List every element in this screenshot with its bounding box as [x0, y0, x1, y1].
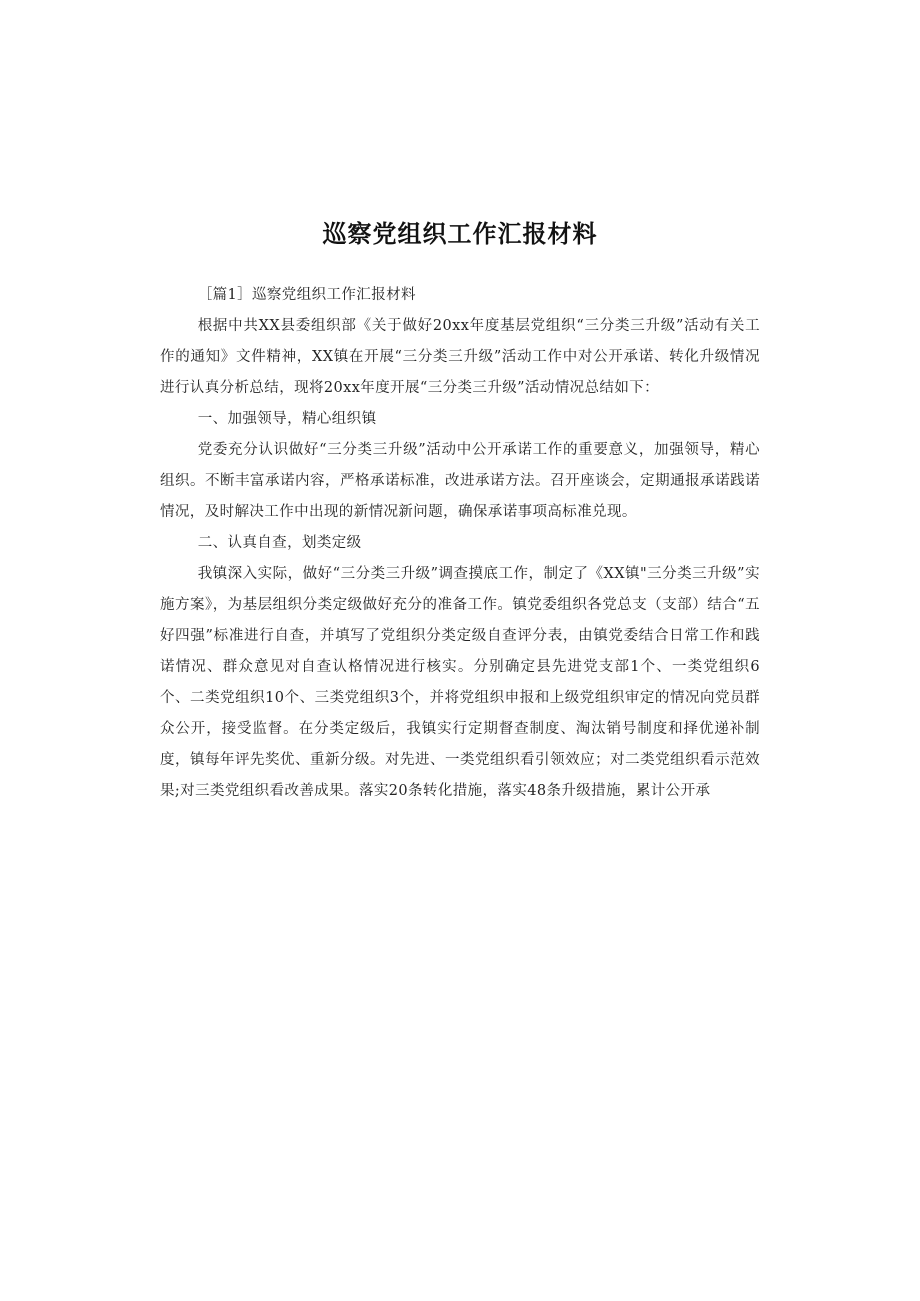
document-title: 巡察党组织工作汇报材料	[322, 220, 598, 248]
paragraph-2: 我镇深入实际，做好“三分类三升级”调查摸底工作，制定了《XX镇"三分类三升级”实施方案》，为基层组织分类定级做好充分的准备工作。镇党委组织各党总支（支部）结合“五好四强”标准进行自查，并填写了党组织分类定级自查评分表，由镇党委结合日常工作和践诺情况、群众意见对自查认格情况进行核实。分别确定县先进党支部1个、一类党组织6个、二类党组织10个、三类党组织3个，并将党组织申报和上级党组织审定的情况向党员群众公开，接受监督。在分类定级后，我镇实行定期督查制度、淘汰销号制度和择优递补制度，镇每年评先奖优、重新分级。对先进、一类党组织看引领效应；对二类党组织看示范效果;对三类党组织看改善成果。落实20条转化措施，落实48条升级措施，累计公开承	[160, 566, 760, 799]
document-body	[160, 280, 760, 807]
heading-1: 一、加强领导，精心组织镇	[197, 411, 377, 427]
section-label: ［篇1］巡察党组织工作汇报材料	[197, 287, 416, 303]
heading-2: 二、认真自查，划类定级	[197, 535, 362, 551]
paragraph-1: 党委充分认识做好“三分类三升级”活动中公开承诺工作的重要意义，加强领导，精心组织。不断丰富承诺内容，严格承诺标准，改进承诺方法。召开座谈会，定期通报承诺践诺情况，及时解决工作中出现的新情况新问题，确保承诺事项高标准兑现。	[160, 442, 760, 520]
intro-paragraph: 根据中共XX县委组织部《关于做好20xx年度基层党组织“三分类三升级”活动有关工作的通知》文件精神，XX镇在开展“三分类三升级”活动工作中对公开承诺、转化升级情况进行认真分析总结，现将20xx年度开展“三分类三升级”活动情况总结如下：	[160, 318, 760, 396]
